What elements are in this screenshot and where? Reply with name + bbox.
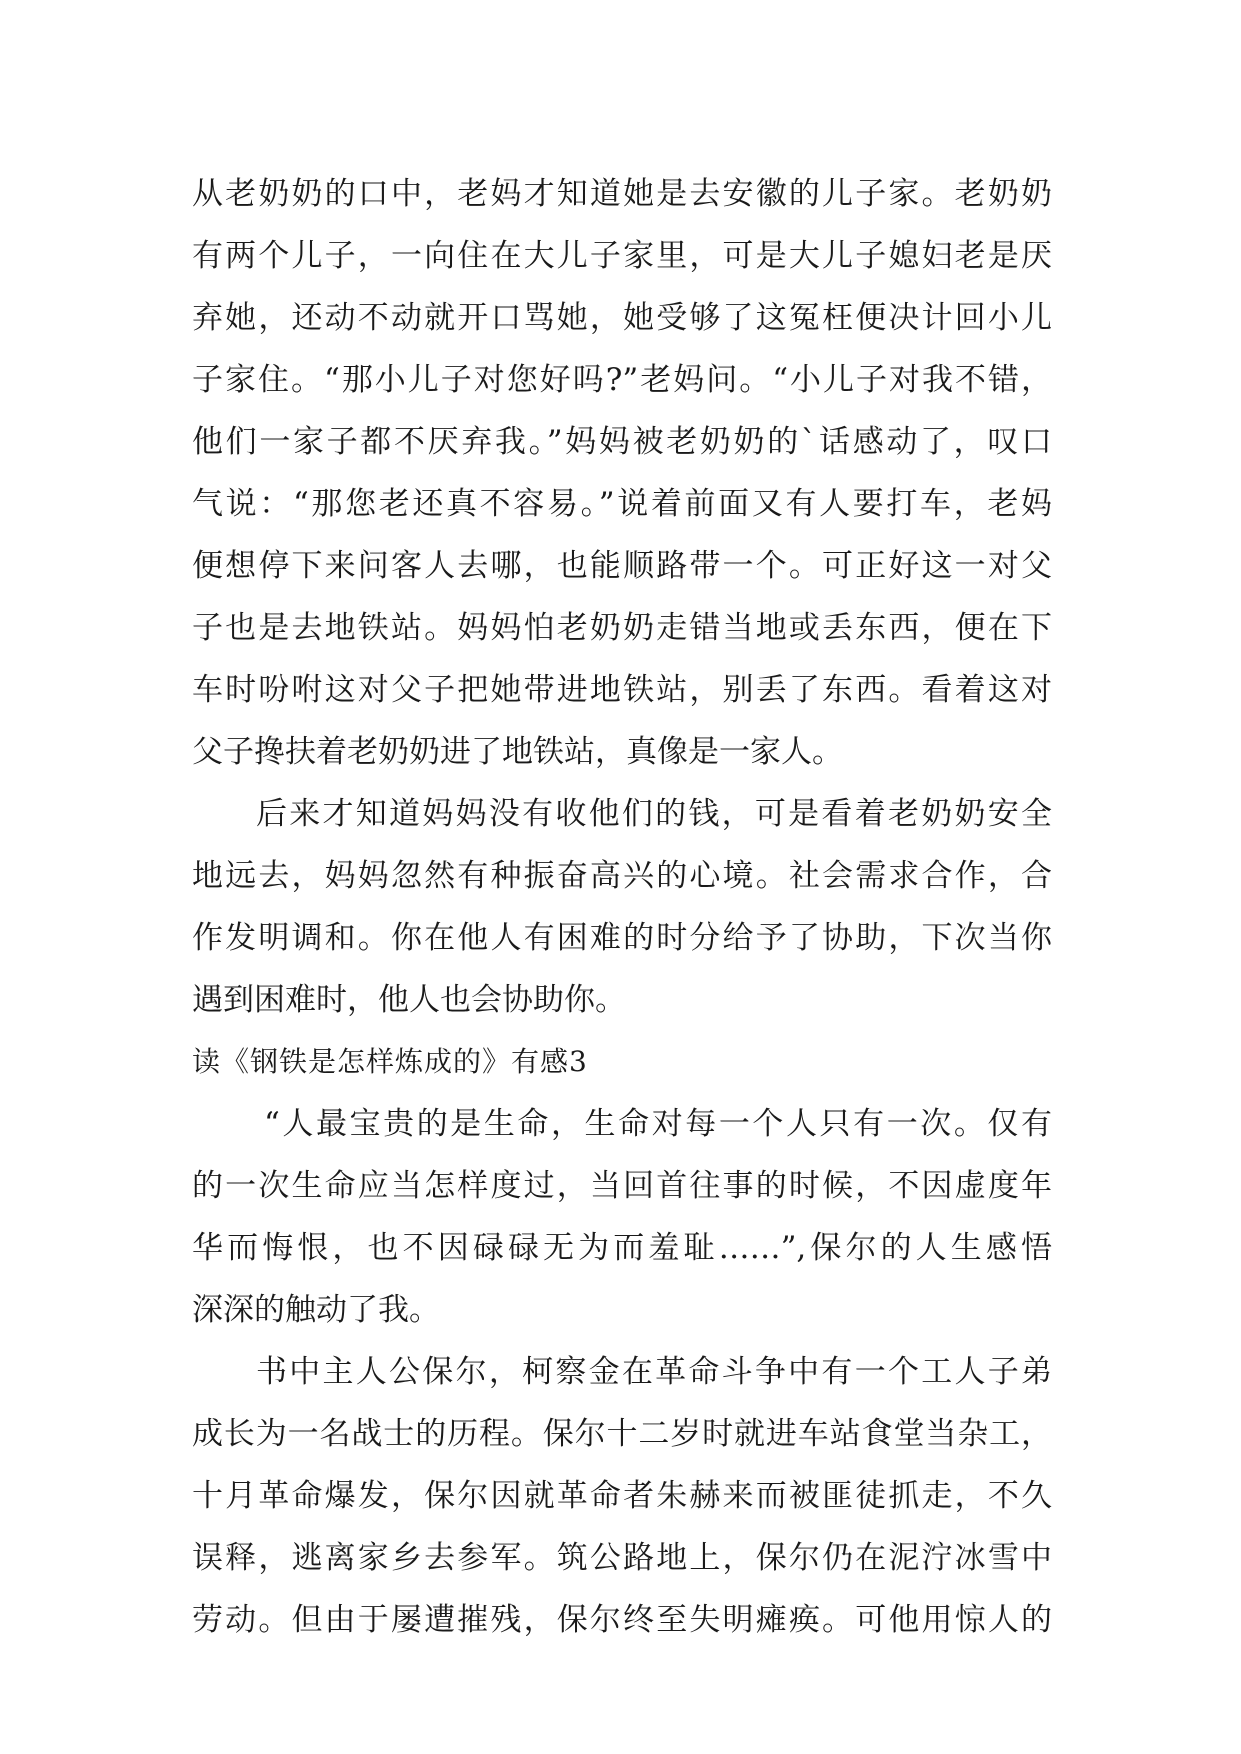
paragraph-line: 作发明调和。你在他人有困难的时分给予了协助，下次当你 xyxy=(192,920,1052,956)
paragraph-line: 书中主人公保尔，柯察金在革命斗争中有一个工人子弟 xyxy=(256,1354,1052,1390)
paragraph-line: 的一次生命应当怎样度过，当回首往事的时候，不因虚度年 xyxy=(192,1168,1052,1204)
paragraph-line: 气说：“那您老还真不容易。”说着前面又有人要打车，老妈 xyxy=(192,486,1052,522)
paragraph-line: 他们一家子都不厌弃我。”妈妈被老奶奶的`话感动了，叹口 xyxy=(192,424,1052,460)
paragraph-line: 十月革命爆发，保尔因就革命者朱赫来而被匪徒抓走，不久 xyxy=(192,1478,1052,1514)
paragraph-line: 成长为一名战士的历程。保尔十二岁时就进车站食堂当杂工， xyxy=(192,1416,1052,1452)
paragraph-line: 子也是去地铁站。妈妈怕老奶奶走错当地或丢东西，便在下 xyxy=(192,610,1052,646)
section-heading: 读《钢铁是怎样炼成的》有感3 xyxy=(192,1045,588,1078)
paragraph-line: 有两个儿子，一向住在大儿子家里，可是大儿子媳妇老是厌 xyxy=(192,238,1052,274)
paragraph-line: 车时吩咐这对父子把她带进地铁站，别丢了东西。看着这对 xyxy=(192,672,1052,708)
paragraph-line: 弃她，还动不动就开口骂她，她受够了这冤枉便决计回小儿 xyxy=(192,300,1052,336)
paragraph-line: 劳动。但由于屡遭摧残，保尔终至失明瘫痪。可他用惊人的 xyxy=(192,1602,1052,1638)
paragraph-line: 遇到困难时，他人也会协助你。 xyxy=(192,982,626,1018)
paragraph-line: 从老奶奶的口中，老妈才知道她是去安徽的儿子家。老奶奶 xyxy=(192,176,1052,212)
paragraph-line: 地远去，妈妈忽然有种振奋高兴的心境。社会需求合作，合 xyxy=(192,858,1052,894)
document-body xyxy=(192,163,1052,1651)
paragraph-line: 便想停下来问客人去哪，也能顺路带一个。可正好这一对父 xyxy=(192,548,1052,584)
paragraph-line: 后来才知道妈妈没有收他们的钱，可是看着老奶奶安全 xyxy=(256,796,1052,832)
paragraph-line: 华而悔恨，也不因碌碌无为而羞耻……”,保尔的人生感悟 xyxy=(192,1230,1052,1266)
paragraph-line: 误释，逃离家乡去参军。筑公路地上，保尔仍在泥泞冰雪中 xyxy=(192,1540,1052,1576)
paragraph-line: 父子搀扶着老奶奶进了地铁站，真像是一家人。 xyxy=(192,734,843,770)
paragraph-line: 深深的触动了我。 xyxy=(192,1292,440,1328)
paragraph-line: “人最宝贵的是生命，生命对每一个人只有一次。仅有 xyxy=(264,1106,1052,1142)
paragraph-line: 子家住。“那小儿子对您好吗?”老妈问。“小儿子对我不错， xyxy=(192,362,1052,398)
